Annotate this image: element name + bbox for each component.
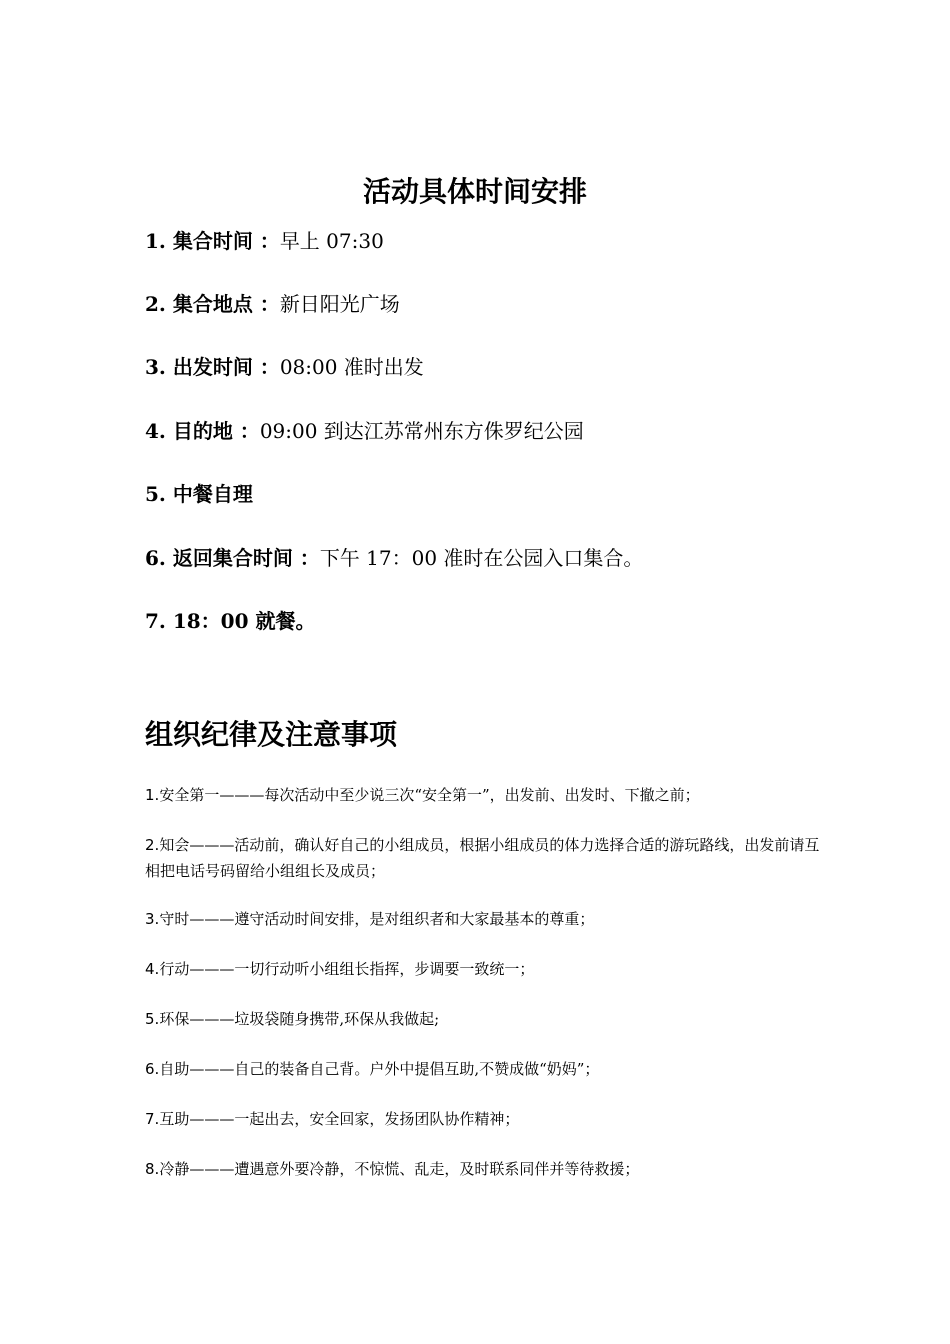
rule-text: 行动———一切行动听小组组长指挥，步调要一致统一；	[159, 960, 535, 978]
rule-text: 安全第一———每次活动中至少说三次“安全第一”，出发前、出发时、下撤之前；	[159, 786, 700, 804]
schedule-value: 08:00 准时出发	[279, 355, 424, 379]
schedule-label: 7. 18：00 就餐。	[145, 609, 316, 633]
rule-number: 3.	[145, 910, 160, 928]
rule-number: 6.	[145, 1060, 160, 1078]
rule-item	[145, 906, 825, 932]
schedule-item	[145, 289, 400, 319]
rule-number: 2.	[145, 836, 160, 854]
rule-number: 7.	[145, 1110, 160, 1128]
rule-text: 冷静———遭遇意外要冷静，不惊慌、乱走，及时联系同伴并等待救援；	[159, 1160, 640, 1178]
section-title: 组织纪律及注意事项	[145, 718, 398, 751]
schedule-value: 09:00 到达江苏常州东方侏罗纪公园	[259, 419, 584, 443]
rule-number: 1.	[145, 786, 160, 804]
rule-number: 8.	[145, 1160, 160, 1178]
schedule-item	[145, 606, 315, 636]
schedule-value: 新日阳光广场	[279, 292, 400, 316]
schedule-item	[145, 416, 584, 446]
schedule-label: 4. 目的地 ：	[145, 419, 260, 443]
schedule-label: 5. 中餐自理	[145, 482, 253, 506]
rule-text: 自助———自己的装备自己背。户外中提倡互助,不赞成做“奶妈”；	[159, 1060, 600, 1078]
rule-text: 环保———垃圾袋随身携带,环保从我做起;	[159, 1010, 440, 1028]
rule-item	[145, 832, 825, 884]
schedule-value: 早上 07:30	[279, 229, 384, 253]
rule-item	[145, 956, 825, 982]
schedule-item	[145, 226, 384, 256]
schedule-item	[145, 543, 643, 573]
rule-text: 守时———遵守活动时间安排，是对组织者和大家最基本的尊重；	[159, 910, 595, 928]
rule-number: 5.	[145, 1010, 160, 1028]
rule-number: 4.	[145, 960, 160, 978]
rule-text: 知会———活动前，确认好自己的小组成员，根据小组成员的体力选择合适的游玩路线，出发前请互相把电话号码留给小组组长及成员；	[145, 836, 820, 880]
page-title: 活动具体时间安排	[362, 175, 587, 208]
rule-item	[145, 1006, 825, 1032]
schedule-label: 1. 集合时间 ：	[145, 229, 280, 253]
schedule-label: 3. 出发时间 ：	[145, 355, 280, 379]
rule-item	[145, 782, 825, 808]
schedule-label: 2. 集合地点 ：	[145, 292, 280, 316]
rule-item	[145, 1056, 825, 1082]
schedule-value: 下午 17：00 准时在公园入口集合。	[319, 546, 644, 570]
schedule-item	[145, 352, 424, 382]
rule-item	[145, 1106, 825, 1132]
schedule-item	[145, 479, 253, 509]
schedule-label: 6. 返回集合时间 ：	[145, 546, 320, 570]
rule-text: 互助———一起出去，安全回家，发扬团队协作精神；	[159, 1110, 520, 1128]
rule-item	[145, 1156, 825, 1182]
